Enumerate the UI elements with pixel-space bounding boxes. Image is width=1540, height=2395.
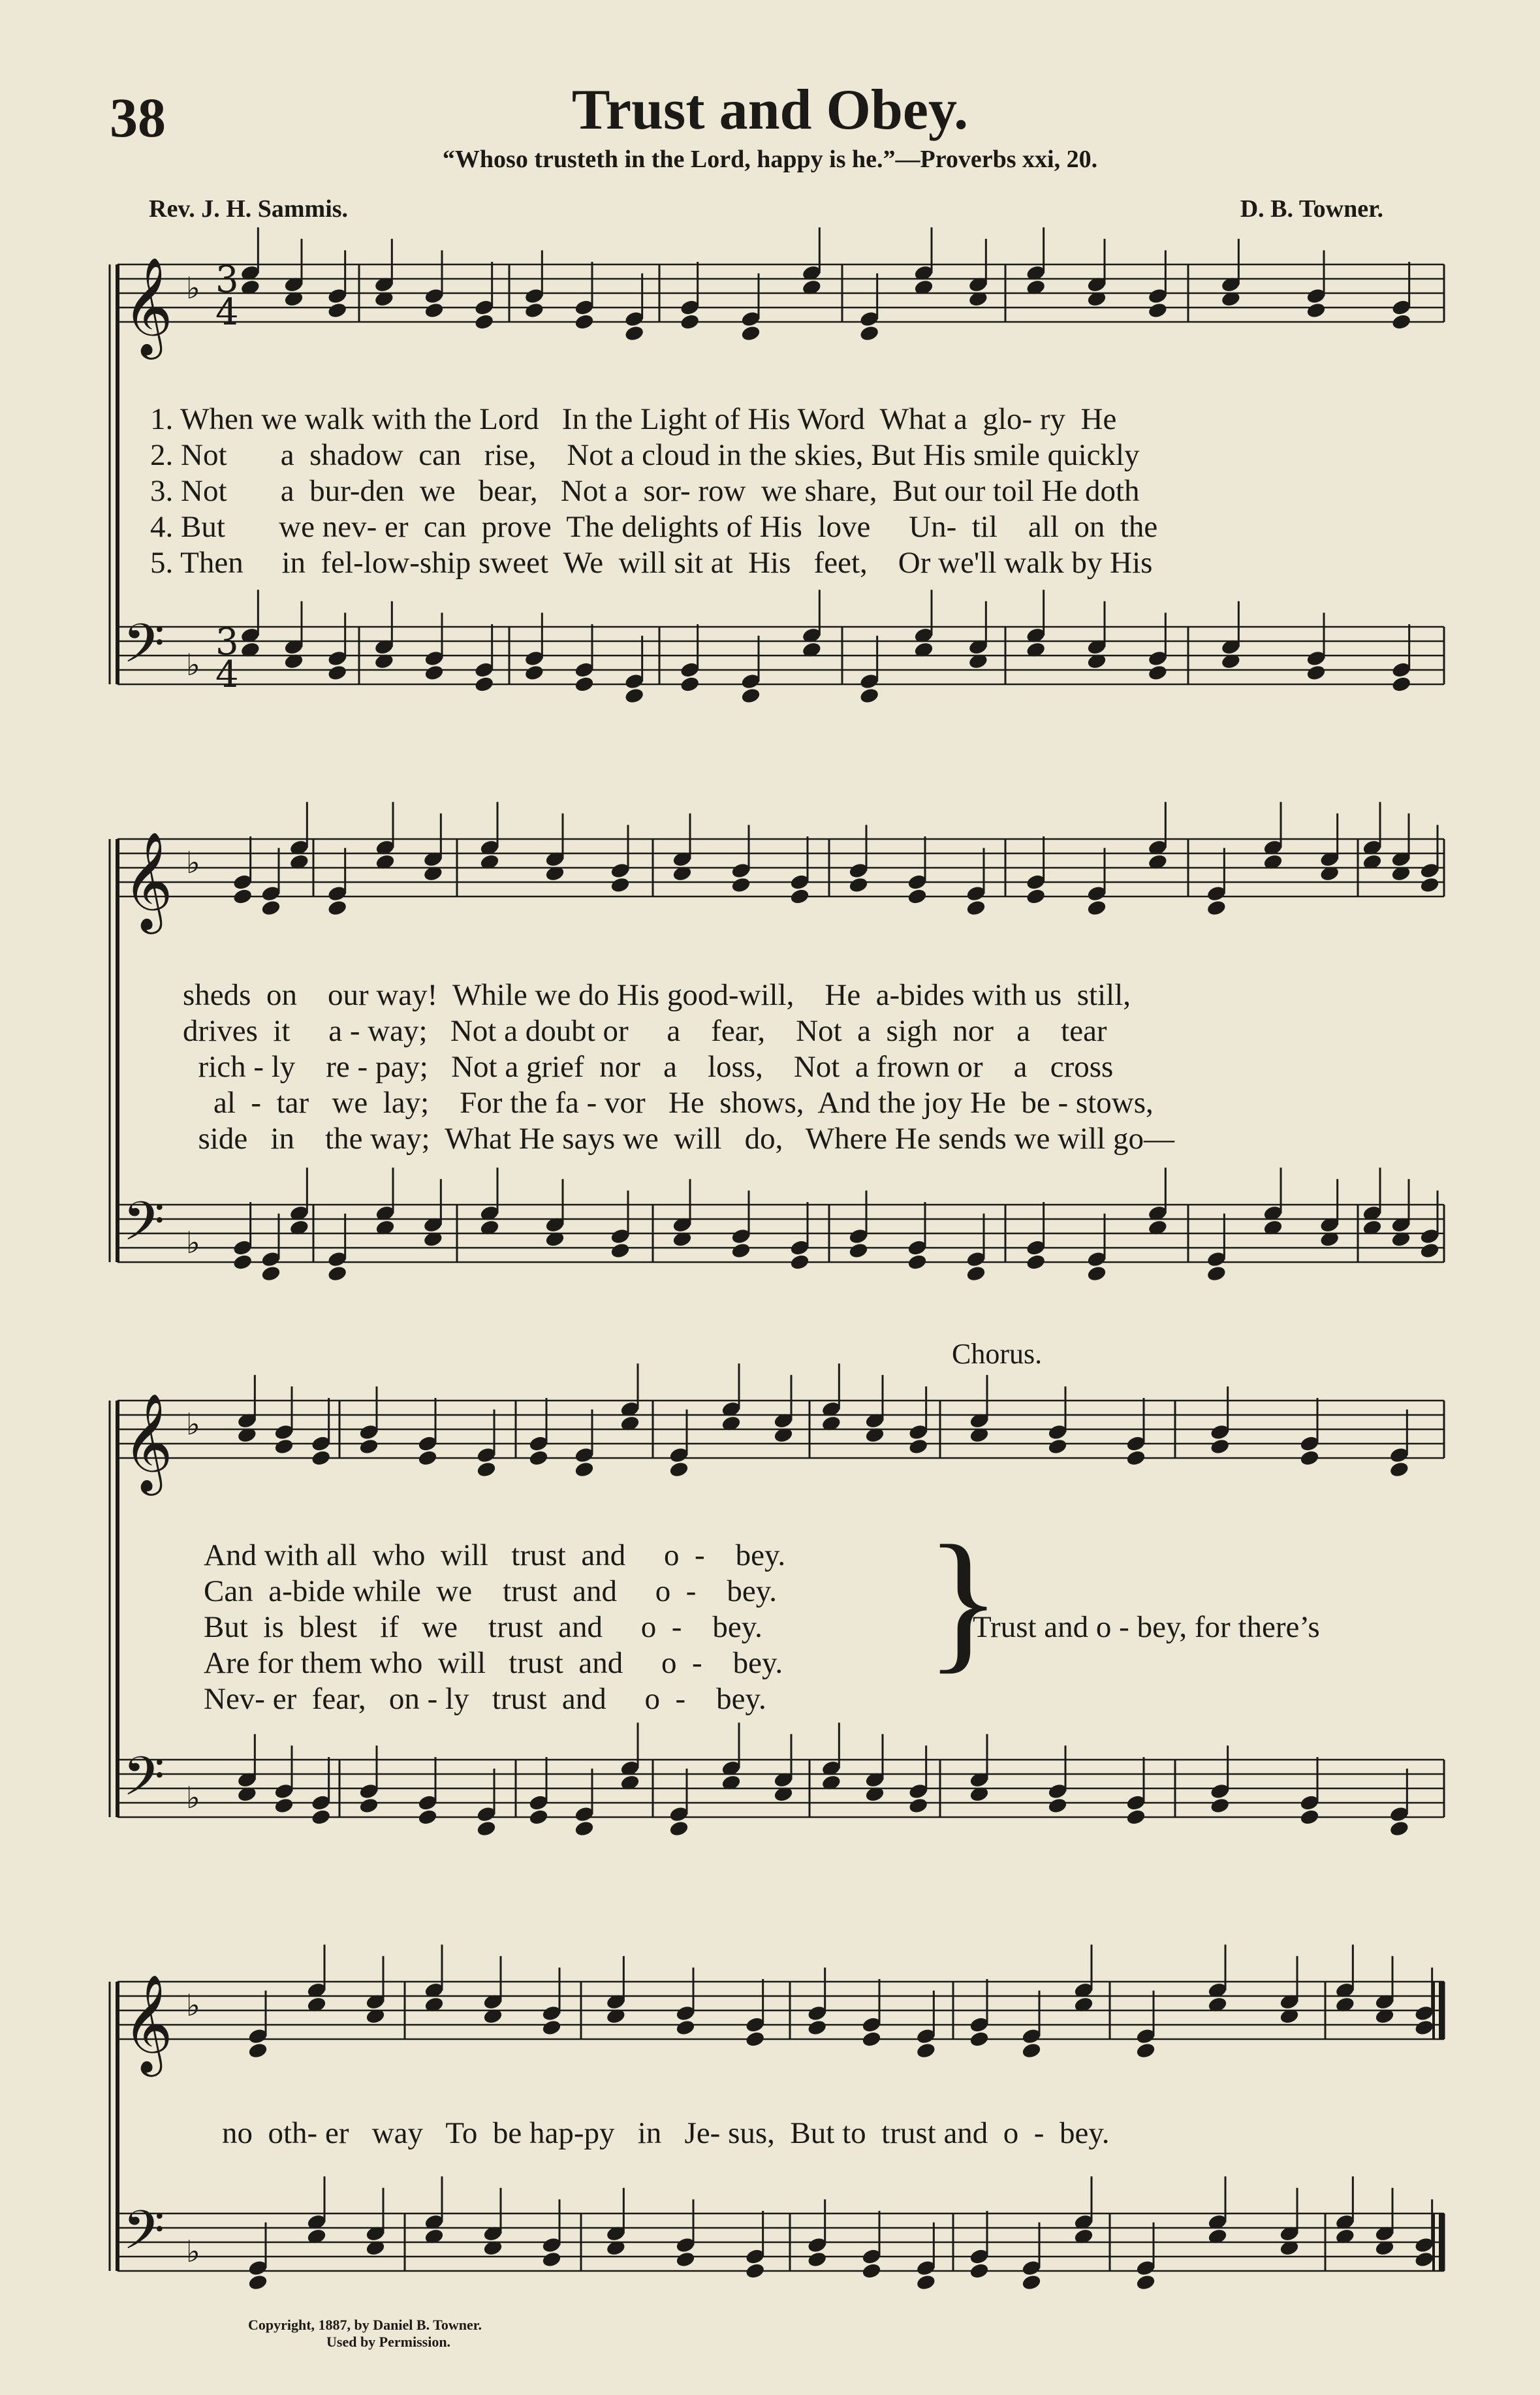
chorus-label: Chorus.	[952, 1338, 1043, 1370]
verse-line-2: 2. Not a shadow can rise, Not a cloud in the skies, But His smile quickly	[150, 438, 1140, 472]
verse-line-3: rich - ly re - pay; Not a grief nor a loss, Not a frown or a cross	[183, 1050, 1114, 1084]
verse-line-4: 4. But we nev- er can prove The delights of His love Un- til all on the	[150, 510, 1158, 544]
copyright-notice: Copyright, 1887, by Daniel B. Towner. Used by Permission.	[248, 2317, 482, 2350]
verse-line-5: 5. Then in fel-low-ship sweet We will sit at His feet, Or we'll walk by His	[150, 546, 1153, 580]
svg-text:𝄞: 𝄞	[123, 1973, 173, 2072]
verse-line-1: 1. When we walk with the Lord In the Light of His Word What a glo- ry He	[150, 402, 1117, 436]
chorus-line-1: And with all who will trust and o - bey.	[204, 1538, 786, 1572]
svg-text:𝄞: 𝄞	[123, 256, 173, 355]
epigraph: “Whoso trusteth in the Lord, happy is he.”—Proverbs xxi, 20.	[442, 146, 1098, 173]
svg-text:♭: ♭	[186, 2234, 200, 2269]
svg-text:𝄢: 𝄢	[123, 2198, 165, 2275]
chorus-refrain: Trust and o - bey, for there’s	[973, 1610, 1320, 1644]
svg-text:♭: ♭	[186, 1406, 200, 1442]
hymn-title: Trust and Obey.	[571, 78, 969, 142]
chorus-line-5: Nev- er fear, on - ly trust and o - bey.	[204, 1682, 766, 1716]
svg-text:𝄢: 𝄢	[123, 1190, 165, 1266]
svg-text:𝄢: 𝄢	[123, 612, 165, 688]
lyric-brace: }	[926, 1513, 1001, 1687]
verse-line-5: side in the way; What He says we will do, Where He sends we will go—	[183, 1122, 1174, 1156]
svg-text:♭: ♭	[186, 1225, 200, 1260]
svg-text:4: 4	[215, 654, 239, 696]
verse-line-2: drives it a - way; Not a doubt or a fear, Not a sigh nor a tear	[183, 1014, 1107, 1048]
hymn-number: 38	[110, 86, 166, 149]
chorus-line-3: But is blest if we trust and o - bey.	[204, 1610, 762, 1644]
svg-text:𝄞: 𝄞	[123, 1392, 173, 1491]
svg-text:𝄞: 𝄞	[123, 831, 173, 930]
svg-text:♭: ♭	[186, 647, 200, 682]
verse-line-1: sheds on our way! While we do His good-will, He a-bides with us still,	[183, 978, 1131, 1012]
svg-text:4: 4	[215, 291, 239, 334]
svg-text:♭: ♭	[186, 1780, 200, 1815]
chorus-line-2: Can a-bide while we trust and o - bey.	[204, 1574, 777, 1608]
svg-text:3: 3	[215, 621, 239, 663]
svg-text:♭: ♭	[186, 1988, 200, 2023]
svg-text:3: 3	[215, 259, 239, 301]
svg-text:♭: ♭	[186, 270, 200, 306]
svg-text:𝄢: 𝄢	[123, 1745, 165, 1821]
composer-credit: D. B. Towner.	[1240, 195, 1383, 223]
verse-line-4: al - tar we lay; For the fa - vor He shows, And the joy He be - stows,	[183, 1086, 1154, 1120]
chorus-line-4: Are for them who will trust and o - bey.	[204, 1646, 783, 1680]
final-lyric-line: no oth- er way To be hap-py in Je- sus, But to trust and o - bey.	[222, 2116, 1110, 2150]
lyricist-credit: Rev. J. H. Sammis.	[149, 195, 349, 223]
verse-line-3: 3. Not a bur-den we bear, Not a sor- row we share, But our toil He doth	[150, 474, 1140, 508]
svg-text:♭: ♭	[186, 845, 200, 880]
